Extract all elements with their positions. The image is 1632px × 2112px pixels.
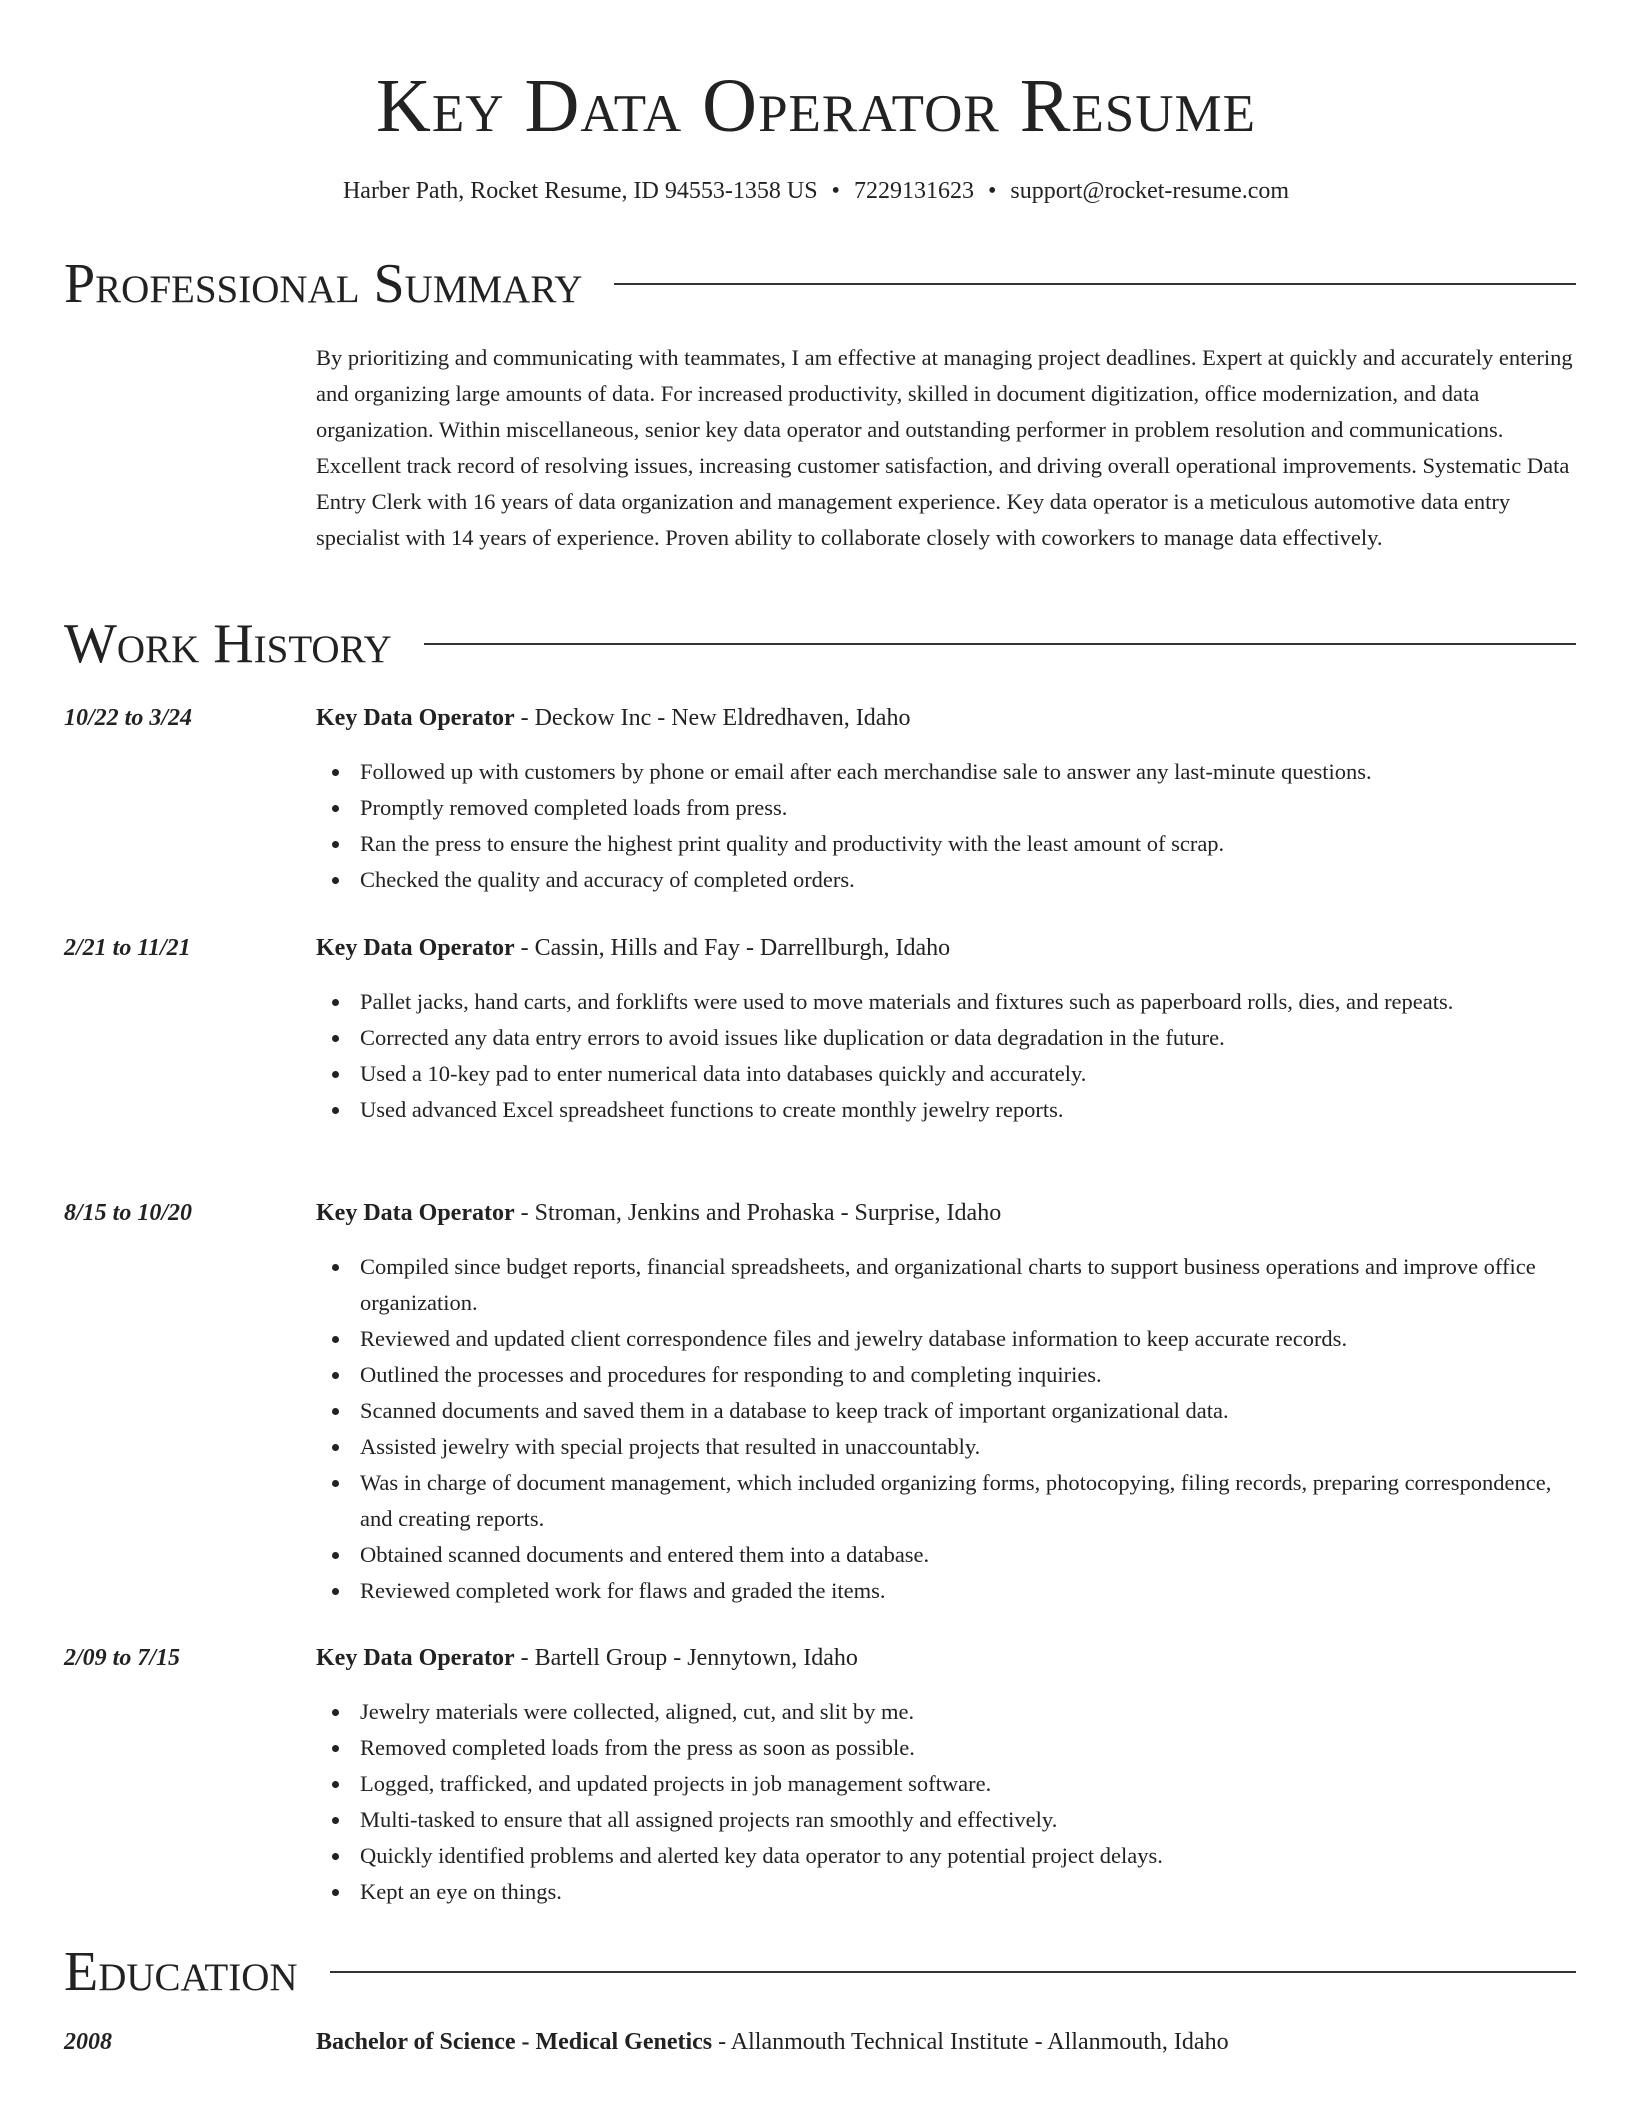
- contact-line: [0, 174, 1632, 208]
- education-entry: [64, 2024, 1576, 2060]
- job-details: - Stroman, Jenkins and Prohaska - Surprise, Idaho: [514, 1200, 1002, 1226]
- job-bullets: [64, 984, 1576, 1128]
- job-bullets: [64, 754, 1576, 898]
- education-section-header: [64, 1940, 1576, 2004]
- education-title: [316, 2024, 1229, 2060]
- list-item: Outlined the processes and procedures for responding to and completing inquiries.: [360, 1357, 1576, 1393]
- work-history-section-header: [64, 612, 1576, 676]
- job-role: Key Data Operator: [316, 935, 515, 961]
- list-item: Logged, trafficked, and updated projects in job management software.: [360, 1766, 1576, 1802]
- list-item: Removed completed loads from the press as soon as possible.: [360, 1730, 1576, 1766]
- contact-separator: •: [987, 178, 997, 204]
- job-details: - Bartell Group - Jennytown, Idaho: [514, 1645, 858, 1671]
- job-dates: 10/22 to 3/24: [64, 705, 193, 731]
- list-item: Used advanced Excel spreadsheet functions to create monthly jewelry reports.: [360, 1092, 1576, 1128]
- job-entry: [64, 1195, 1576, 1609]
- job-bullets: [64, 1694, 1576, 1910]
- job-details: - Cassin, Hills and Fay - Darrellburgh, Idaho: [514, 935, 951, 961]
- list-item: Ran the press to ensure the highest print quality and productivity with the least amount of scrap.: [360, 826, 1576, 862]
- list-item: Promptly removed completed loads from press.: [360, 790, 1576, 826]
- list-item: Was in charge of document management, which included organizing forms, photocopying, filing records, preparing correspondence, and creating reports.: [360, 1465, 1576, 1537]
- education-year: 2008: [64, 2029, 112, 2055]
- job-entry: [64, 930, 1576, 1128]
- list-item: Jewelry materials were collected, aligned, cut, and slit by me.: [360, 1694, 1576, 1730]
- list-item: Checked the quality and accuracy of completed orders.: [360, 862, 1576, 898]
- list-item: Assisted jewelry with special projects that resulted in unaccountably.: [360, 1429, 1576, 1465]
- summary-text: By prioritizing and communicating with teammates, I am effective at managing project deadlines. Expert at quickly and accurately entering and organizing large amounts of data. For increased productivity, skilled in document digitization, office modernization, and data organization. Within miscellaneous, senior key data operator and outstanding performer in problem resolution and communications. Excellent track record of resolving issues, increasing customer satisfaction, and driving overall operational improvements. Systematic Data Entry Clerk with 16 years of data organization and management experience. Key data operator is a meticulous automotive data entry specialist with 14 years of experience. Proven ability to collaborate closely with coworkers to manage data effectively.: [316, 345, 1573, 550]
- education-details: - Allanmouth Technical Institute - Allanmouth, Idaho: [712, 2029, 1229, 2055]
- education-degree: Bachelor of Science - Medical Genetics: [316, 2029, 713, 2055]
- list-item: Reviewed and updated client correspondence files and jewelry database information to keep accurate records.: [360, 1321, 1576, 1357]
- job-dates: 2/21 to 11/21: [64, 935, 191, 961]
- job-title: [316, 700, 910, 736]
- work-history-heading: Work History: [64, 613, 392, 675]
- summary-section-header: [64, 252, 1576, 316]
- job-details: - Deckow Inc - New Eldredhaven, Idaho: [514, 705, 911, 731]
- contact-separator: •: [831, 178, 840, 204]
- list-item: Quickly identified problems and alerted key data operator to any potential project delays.: [360, 1838, 1576, 1874]
- job-title: [316, 1640, 858, 1676]
- contact-phone: 7229131623: [853, 178, 974, 204]
- list-item: Followed up with customers by phone or email after each merchandise sale to answer any last-minute questions.: [360, 754, 1576, 790]
- list-item: Pallet jacks, hand carts, and forklifts were used to move materials and fixtures such as paperboard rolls, dies, and repeats.: [360, 984, 1576, 1020]
- list-item: Kept an eye on things.: [360, 1874, 1576, 1910]
- job-entry: [64, 1640, 1576, 1910]
- job-dates: 2/09 to 7/15: [64, 1645, 181, 1671]
- job-bullets: [64, 1249, 1576, 1609]
- section-divider: [424, 643, 1576, 645]
- list-item: Used a 10-key pad to enter numerical data into databases quickly and accurately.: [360, 1056, 1576, 1092]
- section-divider: [330, 1971, 1576, 1973]
- job-title: [316, 1195, 1001, 1231]
- summary-heading: Professional Summary: [64, 253, 583, 315]
- job-dates: 8/15 to 10/20: [64, 1200, 193, 1226]
- resume-title: Key Data Operator Resume: [375, 64, 1257, 148]
- list-item: Obtained scanned documents and entered them into a database.: [360, 1537, 1576, 1573]
- list-item: Compiled since budget reports, financial spreadsheets, and organizational charts to support business operations and improve office organization.: [360, 1249, 1576, 1321]
- list-item: Reviewed completed work for flaws and graded the items.: [360, 1573, 1576, 1609]
- list-item: Scanned documents and saved them in a database to keep track of important organizational data.: [360, 1393, 1576, 1429]
- section-divider: [614, 283, 1576, 285]
- contact-address: Harber Path, Rocket Resume, ID 94553-1358 US: [342, 178, 818, 204]
- education-heading: Education: [64, 1941, 298, 2003]
- job-entry: [64, 700, 1576, 898]
- contact-email: support@rocket-resume.com: [1010, 178, 1290, 204]
- job-title: [316, 930, 950, 966]
- job-role: Key Data Operator: [316, 1200, 515, 1226]
- list-item: Multi-tasked to ensure that all assigned projects ran smoothly and effectively.: [360, 1802, 1576, 1838]
- list-item: Corrected any data entry errors to avoid issues like duplication or data degradation in the future.: [360, 1020, 1576, 1056]
- job-role: Key Data Operator: [316, 1645, 515, 1671]
- job-role: Key Data Operator: [316, 705, 515, 731]
